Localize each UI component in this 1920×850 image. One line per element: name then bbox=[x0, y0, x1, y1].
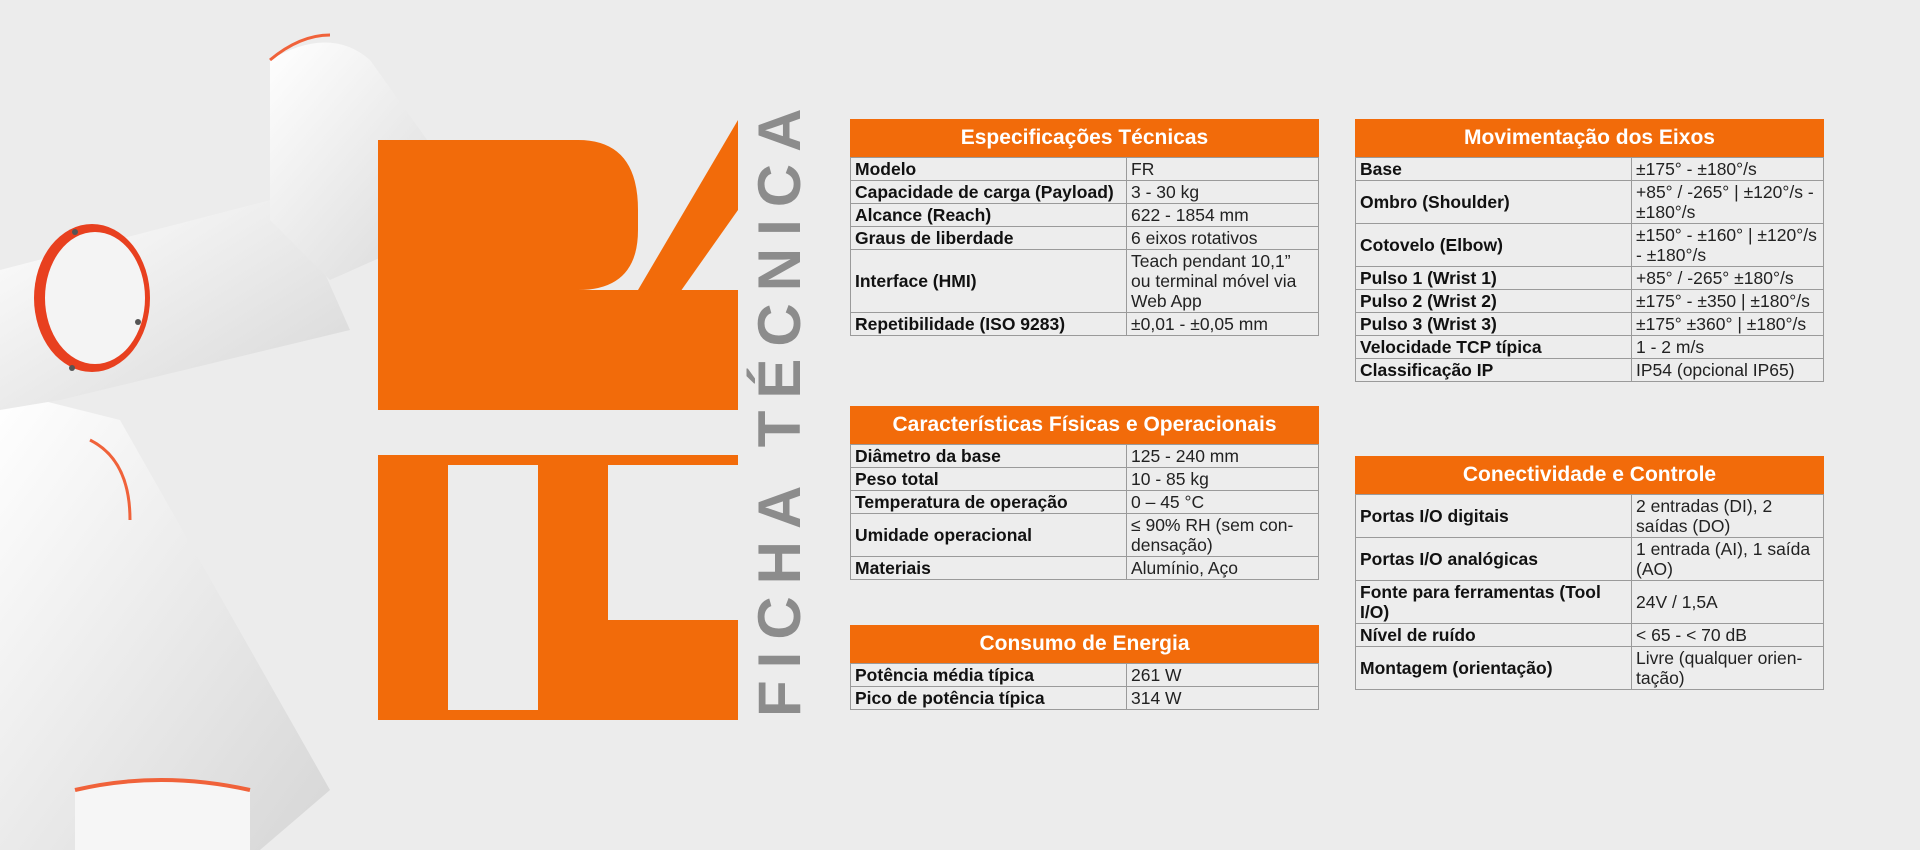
spec-value: IP54 (opcional IP65) bbox=[1632, 359, 1824, 382]
table-title: Conectividade e Controle bbox=[1355, 456, 1824, 494]
spec-value: 261 W bbox=[1127, 664, 1319, 687]
spec-value: 10 - 85 kg bbox=[1127, 468, 1319, 491]
spec-value: FR bbox=[1127, 158, 1319, 181]
table-title: Movimentação dos Eixos bbox=[1355, 119, 1824, 157]
spec-label: Portas I/O digitais bbox=[1356, 495, 1632, 538]
table-row bbox=[851, 204, 1319, 227]
table-row bbox=[851, 468, 1319, 491]
table-title: Características Físicas e Operacionais bbox=[850, 406, 1319, 444]
spec-value: ±0,01 - ±0,05 mm bbox=[1127, 313, 1319, 336]
table-row bbox=[1356, 624, 1824, 647]
spec-label: Interface (HMI) bbox=[851, 250, 1127, 313]
spec-label: Pico de potência típica bbox=[851, 687, 1127, 710]
spec-label: Base bbox=[1356, 158, 1632, 181]
spec-value: 0 – 45 °C bbox=[1127, 491, 1319, 514]
ficha-tecnica-title: FICHA TÉCNICA bbox=[746, 96, 813, 717]
spec-label: Capacidade de carga (Payload) bbox=[851, 181, 1127, 204]
spec-value: +85° / -265° ±180°/s bbox=[1632, 267, 1824, 290]
spec-value: Alumínio, Aço bbox=[1127, 557, 1319, 580]
spec-value: 3 - 30 kg bbox=[1127, 181, 1319, 204]
table-row bbox=[1356, 290, 1824, 313]
spec-value: ≤ 90% RH (sem con-densação) bbox=[1127, 514, 1319, 557]
spec-value: 1 - 2 m/s bbox=[1632, 336, 1824, 359]
spec-label: Alcance (Reach) bbox=[851, 204, 1127, 227]
spec-label: Classificação IP bbox=[1356, 359, 1632, 382]
spec-label: Fonte para ferramentas (Tool I/O) bbox=[1356, 581, 1632, 624]
spec-label: Graus de liberdade bbox=[851, 227, 1127, 250]
spec-value: 6 eixos rotativos bbox=[1127, 227, 1319, 250]
spec-value: 1 entrada (AI), 1 saída (AO) bbox=[1632, 538, 1824, 581]
table-row bbox=[851, 491, 1319, 514]
spec-label: Nível de ruído bbox=[1356, 624, 1632, 647]
spec-value: +85° / -265° | ±120°/s - ±180°/s bbox=[1632, 181, 1824, 224]
spec-value: 622 - 1854 mm bbox=[1127, 204, 1319, 227]
spec-label: Ombro (Shoulder) bbox=[1356, 181, 1632, 224]
table-especificacoes bbox=[850, 119, 1319, 336]
spec-value: ±175° - ±350 | ±180°/s bbox=[1632, 290, 1824, 313]
table-row bbox=[1356, 359, 1824, 382]
table-row bbox=[851, 445, 1319, 468]
spec-label: Repetibilidade (ISO 9283) bbox=[851, 313, 1127, 336]
table-row bbox=[1356, 581, 1824, 624]
table-row bbox=[851, 250, 1319, 313]
spec-value: Livre (qualquer orien-tação) bbox=[1632, 647, 1824, 690]
table-row bbox=[1356, 267, 1824, 290]
spec-label: Materiais bbox=[851, 557, 1127, 580]
spec-value: Teach pendant 10,1” ou terminal móvel via Web App bbox=[1127, 250, 1319, 313]
table-consumo-energia bbox=[850, 625, 1319, 710]
table-row bbox=[1356, 647, 1824, 690]
table-row bbox=[1356, 181, 1824, 224]
spec-value: < 65 - < 70 dB bbox=[1632, 624, 1824, 647]
spec-value: ±175° ±360° | ±180°/s bbox=[1632, 313, 1824, 336]
table-row bbox=[1356, 224, 1824, 267]
table-caracteristicas bbox=[850, 406, 1319, 580]
spec-label: Velocidade TCP típica bbox=[1356, 336, 1632, 359]
spec-label: Pulso 3 (Wrist 3) bbox=[1356, 313, 1632, 336]
spec-label: Pulso 1 (Wrist 1) bbox=[1356, 267, 1632, 290]
table-row bbox=[851, 687, 1319, 710]
table-row bbox=[851, 227, 1319, 250]
spec-value: 314 W bbox=[1127, 687, 1319, 710]
spec-label: Montagem (orientação) bbox=[1356, 647, 1632, 690]
spec-value: 125 - 240 mm bbox=[1127, 445, 1319, 468]
table-title: Especificações Técnicas bbox=[850, 119, 1319, 157]
table-row bbox=[851, 664, 1319, 687]
table-conectividade bbox=[1355, 456, 1824, 690]
table-movimentacao-eixos bbox=[1355, 119, 1824, 382]
spec-label: Portas I/O analógicas bbox=[1356, 538, 1632, 581]
spec-label: Potência média típica bbox=[851, 664, 1127, 687]
spec-label: Umidade operacional bbox=[851, 514, 1127, 557]
table-row bbox=[1356, 538, 1824, 581]
table-row bbox=[851, 158, 1319, 181]
spec-value: ±150° - ±160° | ±120°/s - ±180°/s bbox=[1632, 224, 1824, 267]
table-title: Consumo de Energia bbox=[850, 625, 1319, 663]
spec-label: Cotovelo (Elbow) bbox=[1356, 224, 1632, 267]
table-row bbox=[851, 514, 1319, 557]
spec-label: Diâmetro da base bbox=[851, 445, 1127, 468]
spec-value: 2 entradas (DI), 2 saídas (DO) bbox=[1632, 495, 1824, 538]
spec-label: Modelo bbox=[851, 158, 1127, 181]
spec-label: Pulso 2 (Wrist 2) bbox=[1356, 290, 1632, 313]
fr-logo-letters bbox=[378, 120, 738, 720]
table-row bbox=[851, 181, 1319, 204]
spec-label: Temperatura de operação bbox=[851, 491, 1127, 514]
table-row bbox=[851, 313, 1319, 336]
spec-label: Peso total bbox=[851, 468, 1127, 491]
table-row bbox=[1356, 495, 1824, 538]
spec-value: 24V / 1,5A bbox=[1632, 581, 1824, 624]
spec-value: ±175° - ±180°/s bbox=[1632, 158, 1824, 181]
table-row bbox=[1356, 313, 1824, 336]
table-row bbox=[1356, 336, 1824, 359]
table-row bbox=[851, 557, 1319, 580]
table-row bbox=[1356, 158, 1824, 181]
